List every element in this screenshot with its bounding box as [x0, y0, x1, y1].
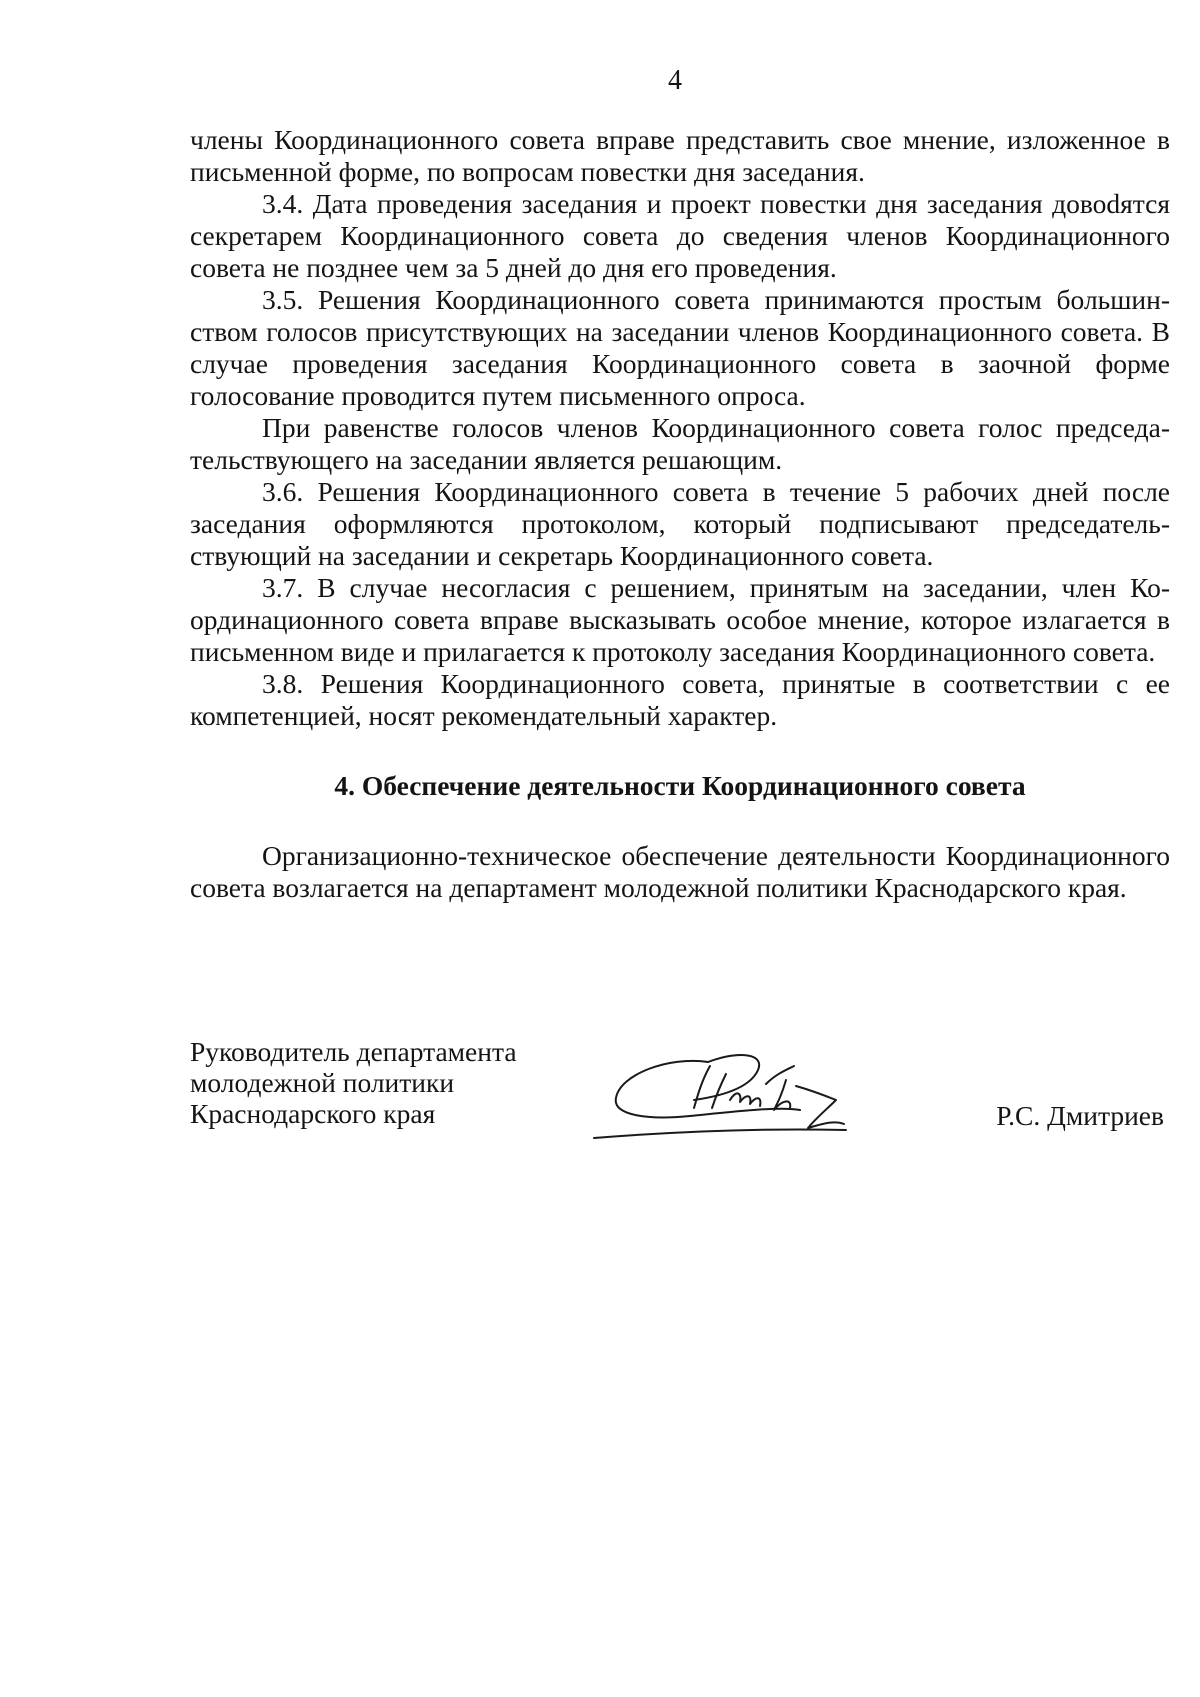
- paragraph-3-6: 3.6. Решения Координационного совета в течение 5 рабочих дней после заседания оформляются протоколом, который подписывают председательствующий на заседании и секретарь Координационного совета.: [190, 476, 1170, 571]
- signature-block: [190, 1036, 1170, 1146]
- paragraph-3-7: 3.7. В случае несогласия с решением, принятым на заседании, член Координационного совета вправе высказывать особое мнение, которое излагается в письменном виде и прилагается к протоколу заседания Координационного совета.: [190, 572, 1170, 667]
- handwritten-signature: [590, 1040, 860, 1140]
- signer-title: [190, 1036, 517, 1129]
- section-4-heading: 4. Обеспечение деятельности Координационного совета: [334, 770, 1026, 801]
- page-number: 4: [668, 65, 682, 96]
- paragraph-3-8: 3.8. Решения Координационного совета, принятые в соответствии с ее компетенцией, носят рекомендательный характер.: [190, 668, 1170, 731]
- paragraph-3-4: 3.4. Дата проведения заседания и проект повестки дня заседания довоdятся секретарем Координационного совета до сведения членов Координационного совета не позднее чем за 5 дней до дня его проведения.: [190, 188, 1170, 283]
- paragraph-3-5-tie-vote: При равенстве голосов членов Координационного совета голос председательствующего на заседании является решающим.: [190, 412, 1170, 475]
- signer-title-line: молодежной политики: [190, 1067, 455, 1098]
- paragraph-3-5: 3.5. Решения Координационного совета принимаются простым большинством голосов присутствующих на заседании членов Координационного совета. В случае проведения заседания Координационного совета в заочной форме голосование проводится путем письменного опроса.: [190, 284, 1170, 411]
- signer-name: Р.С. Дмитриев: [996, 1100, 1164, 1131]
- document-body: [190, 124, 1170, 904]
- paragraph-3-3-continuation: члены Координационного совета вправе представить свое мнение, изложенное в письменной форме, по вопросам повестки дня заседания.: [190, 124, 1170, 187]
- signer-title-line: Краснодарского края: [190, 1098, 436, 1129]
- section-4-text: Организационно-техническое обеспечение деятельности Координационного совета возлагается на департамент молодежной политики Краснодарского края.: [190, 840, 1170, 903]
- signer-title-line: Руководитель департамента: [190, 1036, 517, 1067]
